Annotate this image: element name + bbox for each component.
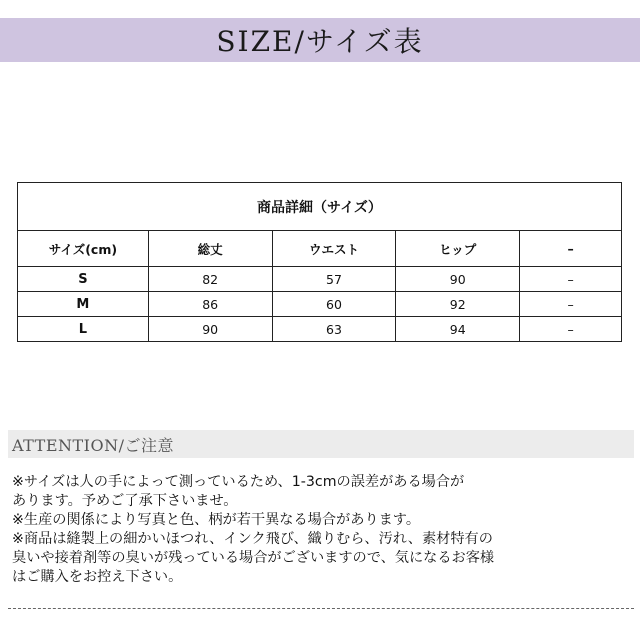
- column-header-length: 総丈: [148, 231, 272, 267]
- waist-cell: 57: [272, 267, 396, 292]
- attention-title: ATTENTION/ご注意: [12, 435, 175, 455]
- length-cell: 90: [148, 317, 272, 342]
- size-cell: M: [18, 292, 149, 317]
- attention-notes: [12, 473, 634, 587]
- column-header-hip: ヒップ: [396, 231, 520, 267]
- hip-cell: 92: [396, 292, 520, 317]
- column-header-size: サイズ(cm): [18, 231, 149, 267]
- hip-cell: 90: [396, 267, 520, 292]
- note-measurement: ※サイズは人の手によって測っているため、1-3cmの誤差がある場合が あります。予めご了承下さいませ。: [12, 474, 465, 509]
- hip-cell: 94: [396, 317, 520, 342]
- column-header-waist: ウエスト: [272, 231, 396, 267]
- length-cell: 82: [148, 267, 272, 292]
- page-title: SIZE/サイズ表: [216, 25, 424, 58]
- blank-cell: –: [520, 317, 622, 342]
- blank-cell: –: [520, 267, 622, 292]
- dashed-divider: [8, 608, 634, 609]
- length-cell: 86: [148, 292, 272, 317]
- attention-bar: [8, 430, 634, 458]
- table-header-row: [18, 231, 622, 267]
- table-row: [18, 267, 622, 292]
- title-banner: [0, 18, 640, 62]
- table-row: [18, 292, 622, 317]
- waist-cell: 60: [272, 292, 396, 317]
- note-defects: ※商品は縫製上の細かいほつれ、インク飛び、織りむら、汚れ、素材特有の 臭いや接着剤等の臭いが残っている場合がございますので、気になるお客様 はご購入をお控え下さい。: [12, 531, 495, 585]
- note-color: ※生産の関係により写真と色、柄が若干異なる場合があります。: [12, 512, 421, 528]
- size-table: [17, 182, 622, 342]
- table-caption-row: [18, 183, 622, 231]
- size-cell: S: [18, 267, 149, 292]
- size-cell: L: [18, 317, 149, 342]
- blank-cell: –: [520, 292, 622, 317]
- column-header-blank: –: [520, 231, 622, 267]
- waist-cell: 63: [272, 317, 396, 342]
- table-caption: 商品詳細（サイズ）: [18, 183, 622, 231]
- table-row: [18, 317, 622, 342]
